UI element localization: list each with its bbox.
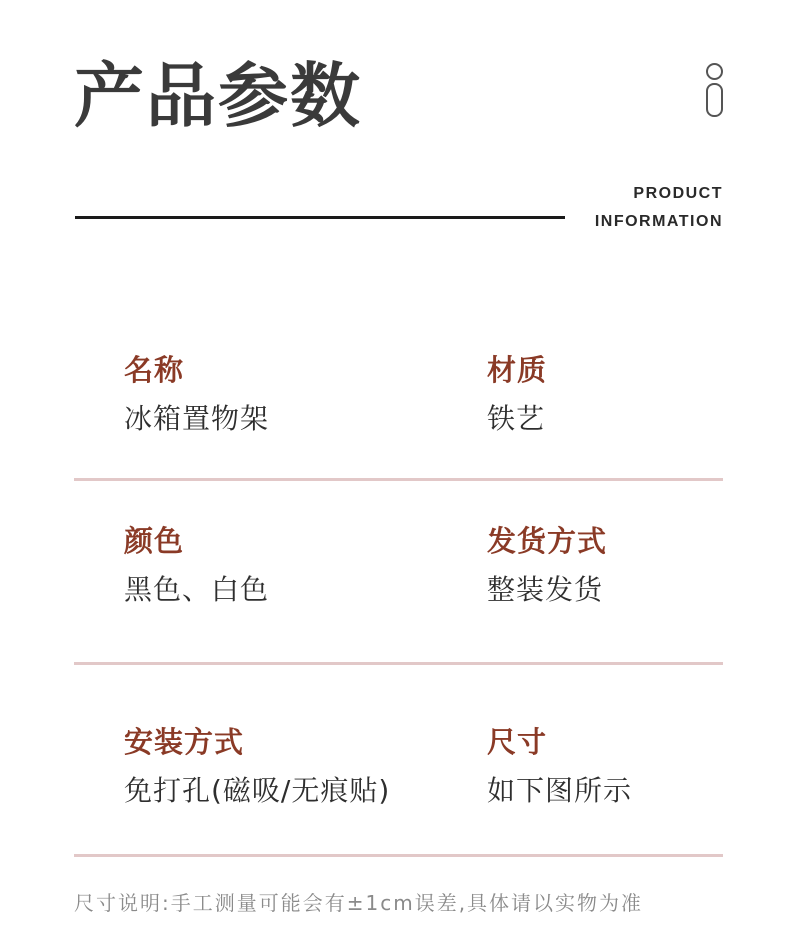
param-label: 发货方式 (487, 524, 608, 558)
page-title: 产品参数 (74, 55, 362, 137)
param-value: 免打孔(磁吸/无痕贴) (124, 774, 391, 807)
param-value: 冰箱置物架 (124, 402, 270, 435)
param-value: 整装发货 (487, 573, 604, 606)
divider (74, 478, 723, 481)
param-material (487, 352, 547, 437)
param-value: 如下图所示 (487, 774, 633, 807)
param-size (487, 724, 632, 809)
param-label: 安装方式 (124, 725, 245, 759)
param-value: 黑色、白色 (124, 573, 270, 606)
param-label: 颜色 (124, 524, 185, 558)
size-note: 尺寸说明:手工测量可能会有±1cm误差,具体请以实物为准 (74, 891, 644, 915)
divider (74, 662, 723, 665)
param-installation (124, 724, 390, 809)
subtitle-line-information: INFORMATION (594, 213, 723, 230)
param-value: 铁艺 (487, 402, 546, 435)
param-shipping (487, 523, 607, 608)
info-icon (705, 63, 723, 115)
param-label: 尺寸 (487, 725, 548, 759)
param-label: 材质 (487, 353, 548, 387)
param-name (124, 352, 269, 437)
title-rule (75, 216, 565, 219)
divider (74, 854, 723, 857)
param-color (124, 523, 269, 608)
subtitle-line-product: PRODUCT (633, 185, 723, 202)
param-label: 名称 (124, 353, 185, 387)
page-subtitle (595, 180, 723, 236)
